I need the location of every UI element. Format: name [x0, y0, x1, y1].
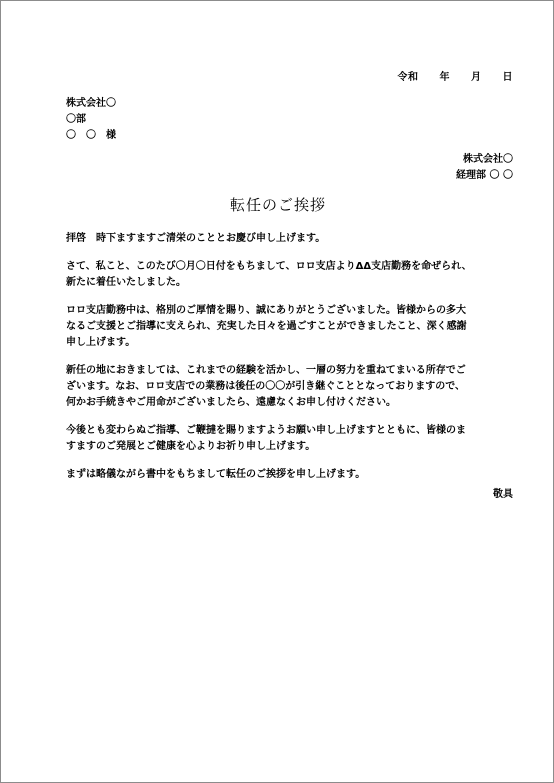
letter-body: [66, 231, 518, 495]
recipient-block: [66, 96, 116, 144]
letter-date: 令和 年 月 日: [397, 72, 513, 83]
letter-closing: 敬具: [493, 489, 513, 500]
paragraph-greeting: 拝啓 時下ますますご清栄のこととお慶び申し上げます。: [66, 233, 326, 244]
recipient-department: 〇部: [66, 114, 86, 125]
sender-company: 株式会社〇: [463, 154, 513, 165]
sender-department-name: 経理部 〇 〇: [456, 170, 513, 181]
paragraph-conclusion: まずは略儀ながら書中をもちまして転任のご挨拶を申し上げます。: [66, 469, 366, 480]
paragraph-new-post: 新任の地におきましては、これまでの経験を活かし、一層の努力を重ねてまいる所存でご ざいます。なお、ロロ支店での業務は後任の〇〇が引き継ぐこととなっておりますので、 何かお手続きやご用命がございましたら、遠慮なくお申し付けください。: [66, 365, 466, 408]
paragraph-request: 今後とも変わらぬご指導、ご鞭撻を賜りますようお願い申し上げますとともに、皆様のま すますのご発展とご健康を心よりお祈り申し上げます。: [66, 425, 466, 452]
paragraph-announcement: さて、私こと、このたび〇月〇日付をもちまして、ロロ支店よりΔΔ支店勤務を命ぜられ、 新たに着任いたしました。: [66, 261, 472, 288]
recipient-name: 〇 〇 様: [66, 130, 116, 141]
recipient-company: 株式会社〇: [66, 98, 116, 109]
paragraph-thanks: ロロ支店勤務中は、格別のご厚情を賜り、誠にありがとうございました。皆様からの多大 なるご支援とご指導に支えられ、充実した日々を過ごすことができましたこと、深く感謝 申し上げます。: [66, 305, 467, 348]
sender-block: [456, 152, 513, 184]
letter-title: 転任のご挨拶: [229, 196, 326, 214]
